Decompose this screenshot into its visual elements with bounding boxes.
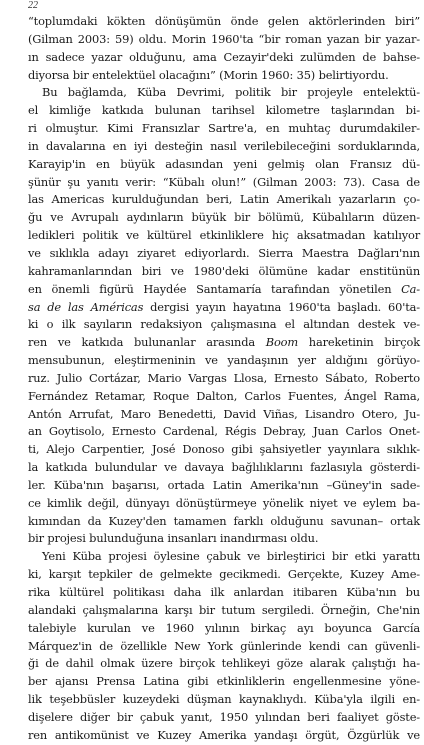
paragraph xyxy=(28,13,420,84)
text-line: Bu bağlamda, Küba Devrimi, politik bir projeyle entelektü- xyxy=(42,85,420,100)
text-line: mensubunun, eleştirmeninin ve yandaşının yer aldığını görüyo- xyxy=(28,353,420,368)
text-line: ren ve katkıda bulunanlar arasında Boom hareketinin birçok xyxy=(28,335,420,350)
text-line: la katkıda bulundular ve davaya bağlılıklarını fazlasıyla gösterdi- xyxy=(28,460,420,475)
paragraph xyxy=(28,84,420,548)
text-line: Fernández Retamar, Roque Dalton, Carlos Fuentes, Ángel Rama, xyxy=(28,388,420,403)
text-line: rika kültürel politikası daha ilk anlardan itibaren Küba'nın bu xyxy=(28,585,420,599)
page-number: 22 xyxy=(28,0,38,11)
text-line: Yeni Küba projesi öylesine çabuk ve birleştirici bir etki yarattı xyxy=(42,549,420,564)
paragraph xyxy=(28,548,420,744)
text-line: ce kimlik değil, dünyayı dönüştürmeye yönelik niyet ve eylem ba- xyxy=(28,495,420,510)
text-line: ruz. Julio Cortázar, Mario Vargas Llosa, Ernesto Sábato, Roberto xyxy=(28,370,420,385)
text-line: diyorsa bir entelektüel olacağını” (Morin 1960: 35) belirtiyordu. xyxy=(28,67,389,82)
text-line: talebiyle kurulan ve 1960 yılının birkaç ayı boyunca García xyxy=(28,620,420,635)
text-line: las Americas kurulduğundan beri, Latin Amerikalı yazarların ço- xyxy=(28,192,420,207)
text-line: ren antikomünist ve Kuzey Amerika yandaşı örgüt, Özgürlük ve xyxy=(28,727,420,742)
text-line: ber ajansı Prensa Latina gibi etkinliklerin engellenmesine yöne- xyxy=(28,674,420,689)
text-line: alandaki çalışmalarına karşı bir tutum sergiledi. Örneğin, Che'nin xyxy=(28,602,420,617)
body-text xyxy=(28,13,420,745)
text-line: ler. Küba'nın başarısı, ortada Latin Amerika'nın –Güney'in sade- xyxy=(28,477,420,492)
text-line: ve sıklıkla adayı ziyaret ediyorlardı. Sierra Maestra Dağları'nın xyxy=(28,245,420,260)
text-line: şünür şu yanıtı verir: “Kübalı olun!” (Gilman 2003: 73). Casa de xyxy=(28,174,420,189)
text-line: in davalarına en iyi desteğin nasıl verilebileceğini sorduklarında, xyxy=(28,138,420,153)
text-line: dişelere diğer bir çabuk yanıt, 1950 yılından beri faaliyet göste- xyxy=(28,709,420,724)
text-line: ın sadece yazar olduğunu, ama Cezayir'deki zulümden de bahse- xyxy=(28,49,420,64)
text-line: ledikleri politik ve kültürel etkinliklere hiç aksatmadan katılıyor xyxy=(28,228,420,243)
text-line: an Goytisolo, Ernesto Cardenal, Régis Debray, Juan Carlos Onet- xyxy=(28,424,420,439)
text-line: ği de dahil olmak üzere birçok tehlikeyi göze alarak çalıştığı ha- xyxy=(28,656,420,671)
text-line: el kimliğe katkıda bulunan tarihsel kilometre taşlarından bi- xyxy=(28,103,420,118)
text-line: Márquez'in de özellikle New York günlerinde kendi can güvenli- xyxy=(28,638,420,653)
text-line: ki, karşıt tepkiler de gelmekte gecikmedi. Gerçekte, Kuzey Ame- xyxy=(28,567,420,582)
text-line: Karayip'in en büyük adasından yeni gelmiş olan Fransız dü- xyxy=(28,156,420,171)
text-line: ki o ilk sayıların redaksiyon çalışmasına el altından destek ve- xyxy=(28,317,420,332)
text-line: Antón Arrufat, Maro Benedetti, David Viñas, Lisandro Otero, Ju- xyxy=(28,406,420,421)
text-line: bir projesi bulunduğuna insanları inandırması oldu. xyxy=(28,531,319,546)
text-line: “toplumdaki kökten dönüşümün önde gelen aktörlerinden biri” xyxy=(28,14,420,28)
text-line: sa de las Américas dergisi yayın hayatına 1960'ta başladı. 60'ta- xyxy=(28,299,420,314)
text-line: ğu ve Avrupalı aydınların büyük bir bölümü, Kübalıların düzen- xyxy=(28,210,420,225)
text-line: ti, Alejo Carpentier, José Donoso gibi şahsiyetler yayınlara sıklık- xyxy=(28,442,420,457)
text-line: (Gilman 2003: 59) oldu. Morin 1960'ta “bir roman yazan bir yazar- xyxy=(28,31,420,46)
text-line: kahramanlarından biri ve 1980'deki ölümüne kadar enstitünün xyxy=(28,263,420,278)
text-line: lik teşebbüsler kuzeydeki düşman kaynaklıydı. Küba'yla ilgili en- xyxy=(28,692,420,707)
text-line: en önemli figürü Haydée Santamaría tarafından yönetilen Ca- xyxy=(28,281,420,296)
text-line: kımından da Kuzey'den tamamen farklı olduğunu savunan– ortak xyxy=(28,513,420,528)
text-line: ri olmuştur. Kimi Fransızlar Sartre'a, en muhtaç durumdakiler- xyxy=(28,121,420,136)
